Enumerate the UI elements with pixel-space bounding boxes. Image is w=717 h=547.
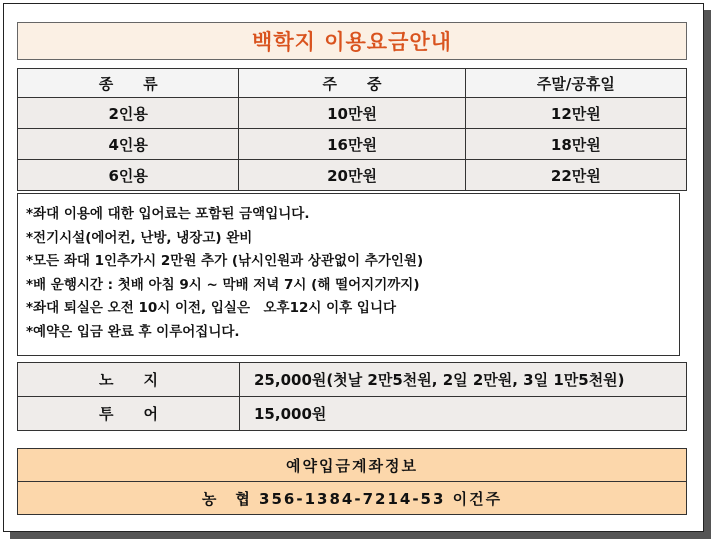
- row-weekend-price: 18만원: [465, 129, 686, 160]
- note-line: *전기시설(에어컨, 난방, 냉장고) 완비: [26, 229, 253, 246]
- extra-fee-table: [17, 362, 687, 431]
- fee-value: 15,000원: [240, 397, 687, 431]
- table-row: [18, 482, 687, 515]
- bank-heading: 예약입금계좌정보: [18, 449, 687, 482]
- notes-box: [17, 193, 680, 356]
- row-type: 6인용: [18, 160, 239, 191]
- row-weekday-price: 10만원: [239, 98, 465, 129]
- note-line: *배 운행시간 : 첫배 아침 9시 ~ 막배 저녁 7시 (해 떨어지기까지): [26, 276, 420, 293]
- fee-label: 투 어: [18, 397, 240, 431]
- table-row: [18, 160, 687, 191]
- note-line: *좌대 퇴실은 오전 10시 이전, 입실은 오후12시 이후 입니다: [26, 300, 397, 316]
- row-type: 4인용: [18, 129, 239, 160]
- page-title: 백학지 이용요금안내: [17, 22, 687, 60]
- header-type: 종 류: [18, 69, 239, 98]
- row-weekend-price: 12만원: [465, 98, 686, 129]
- note-line: *모든 좌대 1인추가시 2만원 추가 (낚시인원과 상관없이 추가인원): [26, 253, 424, 269]
- price-table: [17, 68, 687, 191]
- table-header-row: [18, 69, 687, 98]
- table-row: [18, 129, 687, 160]
- fee-label: 노 지: [18, 363, 240, 397]
- row-weekday-price: 20만원: [239, 160, 465, 191]
- table-row: [18, 449, 687, 482]
- row-weekday-price: 16만원: [239, 129, 465, 160]
- header-weekend: 주말/공휴일: [465, 69, 686, 98]
- note-line: *좌대 이용에 대한 입어료는 포함된 금액입니다.: [26, 206, 310, 222]
- bank-account: 농 협 356-1384-7214-53 이건주: [18, 482, 687, 515]
- fee-value: 25,000원(첫날 2만5천원, 2일 2만원, 3일 1만5천원): [240, 363, 687, 397]
- table-row: [18, 98, 687, 129]
- note-line: *예약은 입금 완료 후 이루어집니다.: [26, 323, 240, 340]
- table-row: [18, 397, 687, 431]
- bank-info-table: [17, 448, 687, 515]
- row-type: 2인용: [18, 98, 239, 129]
- table-row: [18, 363, 687, 397]
- header-weekday: 주 중: [239, 69, 465, 98]
- row-weekend-price: 22만원: [465, 160, 686, 191]
